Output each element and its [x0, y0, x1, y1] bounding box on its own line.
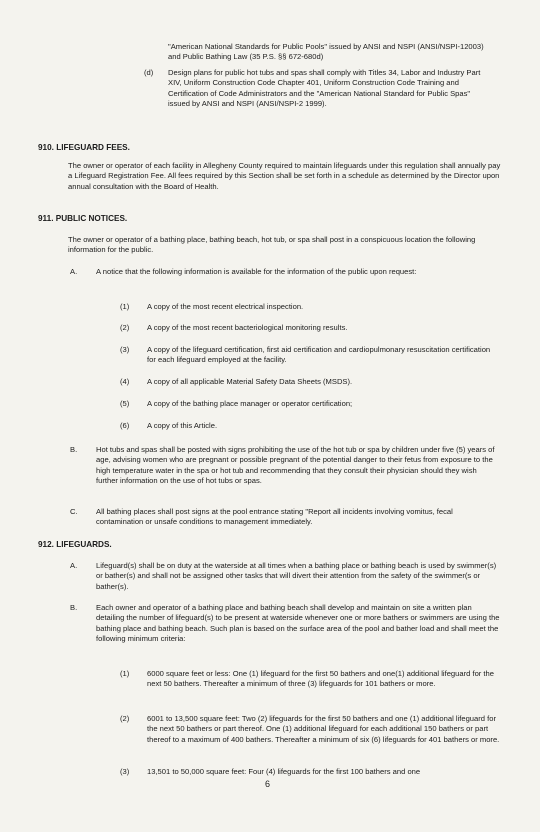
notice-item-text: A copy of the bathing place manager or operator certification;: [147, 399, 353, 408]
notice-item-label: (4): [120, 377, 130, 386]
lifeguard-criteria-label: (3): [120, 767, 130, 776]
lifeguard-criteria-label: (2): [120, 714, 130, 723]
notice-item-label: (2): [120, 323, 130, 332]
lifeguard-criteria-text: 13,501 to 50,000 square feet: Four (4) lifeguards for the first 100 bathers and one: [147, 767, 421, 776]
notice-item-text: A copy of all applicable Material Safety Data Sheets (MSDS).: [147, 377, 353, 386]
notice-item-label: (6): [120, 421, 130, 430]
notice-item-text: A copy of the lifeguard certification, first aid certification and cardiopulmonary resuscitation certification for each lifeguard employed at the facility.: [147, 345, 491, 365]
item-d-label: (d): [144, 68, 154, 77]
top-continuation-text: "American National Standards for Public Pools" issued by ANSI and NSPI (ANSI/NSPI-12003) and Public Bathing Law (35 P.S. §§ 672-680d): [168, 42, 484, 62]
notice-item-text: A copy of this Article.: [147, 421, 218, 430]
section-911-A-text: A notice that the following information is available for the information of the public upon request:: [96, 267, 417, 276]
page-number: 6: [265, 779, 271, 789]
notice-item-text: A copy of the most recent electrical inspection.: [147, 302, 304, 311]
notice-item-label: (5): [120, 399, 130, 408]
section-911-B-text: Hot tubs and spas shall be posted with signs prohibiting the use of the hot tub or spa by children under five (5) years of age, advising women who are pregnant or possible pregnant of the potential danger to their fetus from exposure to the high temperature water in the spa or hot tub and recommending that they consult their physician should they wish further information on the use of hot tubs or spas.: [96, 445, 495, 486]
section-912-A-text: Lifeguard(s) shall be on duty at the waterside at all times when a bathing place or bathing beach is used by swimmer(s) or bather(s) and shall not be assigned other tasks that will divert their attention from the safety of the swimmer(s or bather(s).: [96, 561, 497, 591]
section-911-C-label: C.: [70, 507, 78, 516]
section-910-text: The owner or operator of each facility in Allegheny County required to maintain lifeguards under this regulation shall annually pay a Lifeguard Registration Fee. All fees required by this Section shall be set forth in a schedule as determined by the Director upon annual consultation with the Board of Health.: [68, 161, 501, 191]
section-911-A-label: A.: [70, 267, 78, 276]
section-911-intro: The owner or operator of a bathing place, bathing beach, hot tub, or spa shall post in a conspicuous location the following information for the public.: [68, 235, 476, 255]
notice-item-label: (1): [120, 302, 130, 311]
section-911-C-text: All bathing places shall post signs at the pool entrance stating "Report all incidents involving vomitus, fecal contamination or unsafe conditions to management immediately.: [96, 507, 453, 527]
section-912-B-label: B.: [70, 603, 78, 612]
section-912-B-text: Each owner and operator of a bathing place and bathing beach shall develop and maintain on site a written plan detailing the number of lifeguard(s) to be present at waterside whenever one or more bathers or swimmers are using the bathing place and bathing beach. Such plan is based on the surface area of the pool and bather load and shall meet the following minimum criteria:: [96, 603, 500, 644]
notice-item-text: A copy of the most recent bacteriological monitoring results.: [147, 323, 348, 332]
lifeguard-criteria-label: (1): [120, 669, 130, 678]
section-910-heading: 910. LIFEGUARD FEES.: [38, 143, 130, 152]
section-912-heading: 912. LIFEGUARDS.: [38, 540, 112, 549]
section-912-A-label: A.: [70, 561, 78, 570]
section-911-B-label: B.: [70, 445, 78, 454]
section-911-heading: 911. PUBLIC NOTICES.: [38, 214, 128, 223]
notice-item-label: (3): [120, 345, 130, 354]
lifeguard-criteria-text: 6001 to 13,500 square feet: Two (2) lifeguards for the first 50 bathers and one (1) additional lifeguard for the next 50 bathers or part thereof. One (1) additional lifeguard for each additional 150 bathers or part thereof to a maximum of 400 bathers. Thereafter a minimum of six (6) lifeguards for 401 bathers or more.: [147, 714, 500, 744]
lifeguard-criteria-text: 6000 square feet or less: One (1) lifeguard for the first 50 bathers and one(1) additional lifeguard for the next 50 bathers. Thereafter a minimum of three (3) lifeguards for 101 bathers or more.: [147, 669, 494, 689]
item-d-text: Design plans for public hot tubs and spas shall comply with Titles 34, Labor and Industry Part XIV, Uniform Construction Code Chapter 401, Uniform Construction Code Training and Certification of Code Administrators and the "American National Standard for Public Spas" issued by ANSI and NSPI (ANSI/NSPI-2 1999).: [168, 68, 481, 109]
